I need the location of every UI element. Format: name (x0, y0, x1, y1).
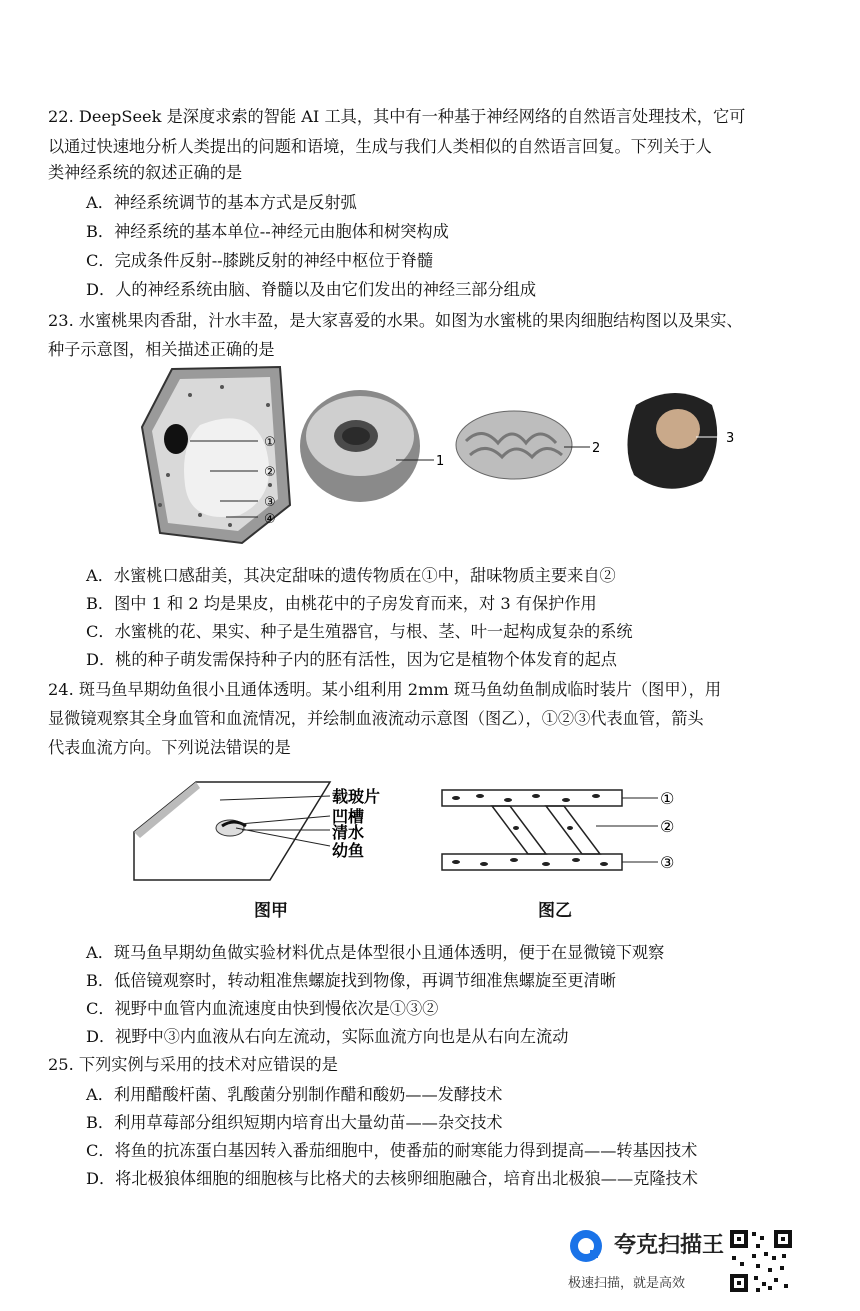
q24-stem-line1: 24. 斑马鱼早期幼鱼很小且通体透明。某小组利用 2mm 斑马鱼幼鱼制成临时装片（图甲），用 (48, 680, 722, 699)
slide-figure (130, 780, 400, 890)
q25-option-a: A．利用醋酸杆菌、乳酸菌分别制作醋和酸奶——发酵技术 (86, 1085, 503, 1104)
peach-seed-figure (616, 385, 746, 500)
q23-option-b: B．图中 1 和 2 均是果皮，由桃花中的子房发育而来，对 3 有保护作用 (86, 594, 597, 613)
quark-logo-icon (568, 1228, 604, 1264)
figure-yi-caption: 图乙 (538, 901, 572, 921)
q23-stem-line1: 23. 水蜜桃果肉香甜，汁水丰盈，是大家喜爱的水果。如图为水蜜桃的果肉细胞结构图以及果实、 (48, 311, 743, 330)
q22-option-c: C．完成条件反射--膝跳反射的神经中枢位于脊髓 (86, 251, 434, 270)
q24-stem-line2: 显微镜观察其全身血管和血流情况，并绘制血液流动示意图（图乙），①②③代表血管，箭头 (48, 709, 704, 728)
cell-label-1: ① (264, 435, 276, 450)
peach-fruit-figure (296, 380, 446, 510)
cell-label-4: ④ (264, 512, 276, 527)
q23-option-c: C．水蜜桃的花、果实、种子是生殖器官，与根、茎、叶一起构成复杂的系统 (86, 622, 633, 641)
seed-label-3: 3 (726, 431, 735, 446)
q25-option-d: D．将北极狼体细胞的细胞核与比格犬的去核卵细胞融合，培育出北极狼——克隆技术 (86, 1169, 698, 1188)
slide-label-fish: 幼鱼 (332, 841, 365, 860)
slide-label-water: 清水 (332, 823, 365, 842)
figure-jia-caption: 图甲 (254, 901, 288, 921)
watermark-title: 夸克扫描王 (614, 1233, 725, 1258)
q22-stem-line3: 类神经系统的叙述正确的是 (48, 163, 243, 182)
q24-option-d: D．视野中③内血液从右向左流动，实际血流方向也是从右向左流动 (86, 1027, 569, 1046)
vessel-label-1: ① (660, 789, 675, 808)
q22-stem-line1: 22. DeepSeek 是深度求索的智能 AI 工具，其中有一种基于神经网络的自然语言处理技术，它可 (48, 107, 746, 126)
blood-flow-figure (436, 782, 696, 892)
q23-stem-line2: 种子示意图，相关描述正确的是 (48, 340, 275, 359)
slide-label-groove: 凹槽 (332, 807, 365, 826)
cell-label-3: ③ (264, 495, 276, 510)
vessel-label-2: ② (660, 817, 675, 836)
vessel-label-3: ③ (660, 853, 675, 872)
q24-stem-line3: 代表血流方向。下列说法错误的是 (48, 738, 291, 757)
q22-option-a: A．神经系统调节的基本方式是反射弧 (86, 193, 357, 212)
q22-option-b: B．神经系统的基本单位--神经元由胞体和树突构成 (86, 222, 449, 241)
plant-cell-figure (130, 365, 300, 545)
cell-label-2: ② (264, 465, 276, 480)
pit-label-2: 2 (592, 441, 601, 456)
q22-option-d: D．人的神经系统由脑、脊髓以及由它们发出的神经三部分组成 (86, 280, 537, 299)
q25-stem: 25. 下列实例与采用的技术对应错误的是 (48, 1055, 338, 1074)
fruit-label-1: 1 (436, 454, 445, 469)
q25-option-c: C．将鱼的抗冻蛋白基因转入番茄细胞中，使番茄的耐寒能力得到提高——转基因技术 (86, 1141, 698, 1160)
slide-label-glass: 载玻片 (332, 787, 381, 806)
q25-option-b: B．利用草莓部分组织短期内培育出大量幼苗——杂交技术 (86, 1113, 503, 1132)
qr-code-icon (728, 1228, 794, 1294)
q23-option-a: A．水蜜桃口感甜美，其决定甜味的遗传物质在①中，甜味物质主要来自② (86, 566, 616, 585)
q24-option-c: C．视野中血管内血流速度由快到慢依次是①③② (86, 999, 439, 1018)
peach-pit-figure (452, 395, 612, 495)
q23-option-d: D．桃的种子萌发需保持种子内的胚有活性，因为它是植物个体发育的起点 (86, 650, 617, 669)
scanner-watermark (568, 1228, 798, 1298)
watermark-subtitle: 极速扫描，就是高效 (568, 1276, 686, 1291)
q24-option-b: B．低倍镜观察时，转动粗准焦螺旋找到物像，再调节细准焦螺旋至更清晰 (86, 971, 616, 990)
q22-stem-line2: 以通过快速地分析人类提出的问题和语境，生成与我们人类相似的自然语言回复。下列关于人 (48, 137, 712, 156)
q24-option-a: A．斑马鱼早期幼鱼做实验材料优点是体型很小且通体透明，便于在显微镜下观察 (86, 943, 665, 962)
